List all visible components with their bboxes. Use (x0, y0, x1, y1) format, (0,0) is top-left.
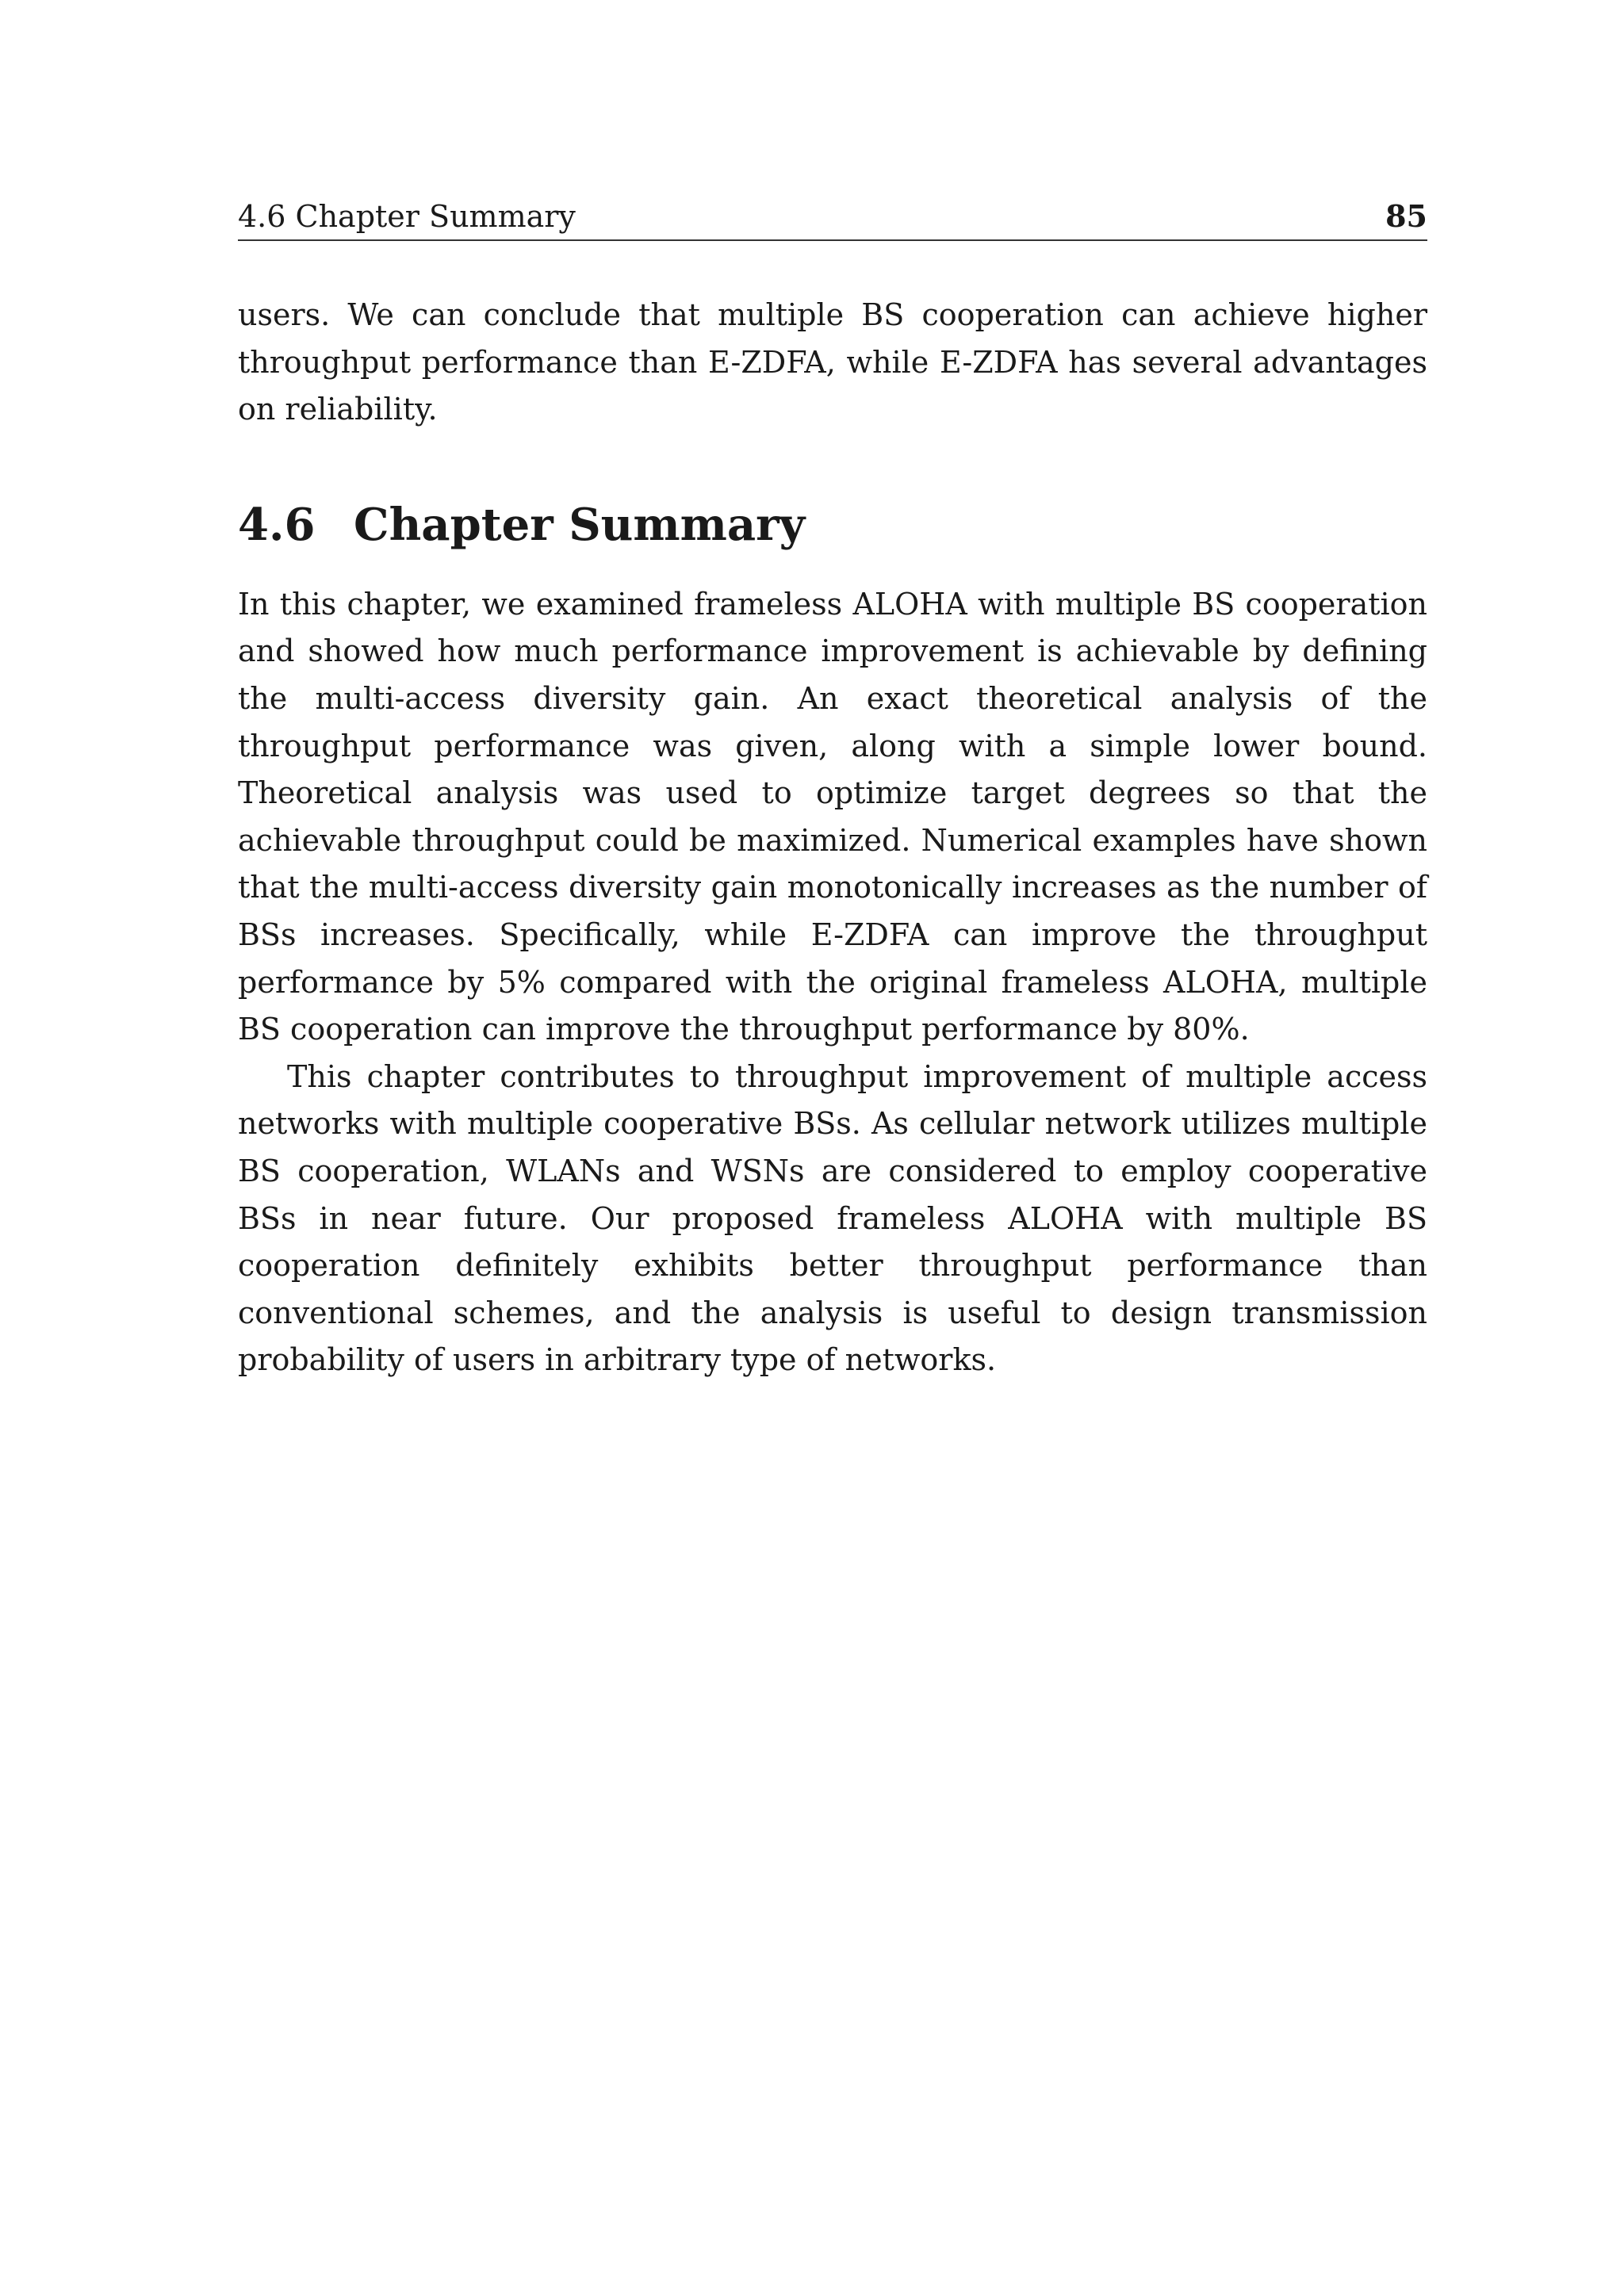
page-number: 85 (1385, 198, 1427, 234)
section-heading (238, 497, 1427, 553)
document-page (238, 0, 1427, 2296)
running-title: 4.6 Chapter Summary (238, 199, 576, 234)
continued-paragraph: users. We can conclude that multiple BS cooperation can achieve higher throughput performance than E-ZDFA, while E-ZDFA has several advantages on reliability. (238, 297, 1427, 427)
summary-paragraph-1: In this chapter, we examined frameless ALOHA with multiple BS cooperation and showed how much performance improvement is achievable by defining the multi-access diversity gain. An exact theoretical analysis of the throughput performance was given, along with a simple lower bound. Theoretical analysis was used to optimize target degrees so that the achievable throughput could be maximized. Numerical examples have shown that the multi-access diversity gain monotonically increases as the number of BSs increases. Specifically, while E-ZDFA can improve the throughput performance by 5% compared with the original frameless ALOHA, multiple BS cooperation can improve the throughput performance by 80%. (238, 586, 1427, 1047)
section-title: Chapter Summary (354, 498, 806, 551)
summary-paragraph-2: This chapter contributes to throughput improvement of multiple access networks with multiple cooperative BSs. As cellular network utilizes multiple BS cooperation, WLANs and WSNs are considered to employ cooperative BSs in near future. Our proposed frameless ALOHA with multiple BS cooperation definitely exhibits better throughput performance than conventional schemes, and the analysis is useful to design transmission probability of users in arbitrary type of networks. (238, 1058, 1427, 1378)
running-header (238, 197, 1427, 241)
body-content (238, 292, 1427, 1384)
section-number: 4.6 (238, 498, 316, 551)
